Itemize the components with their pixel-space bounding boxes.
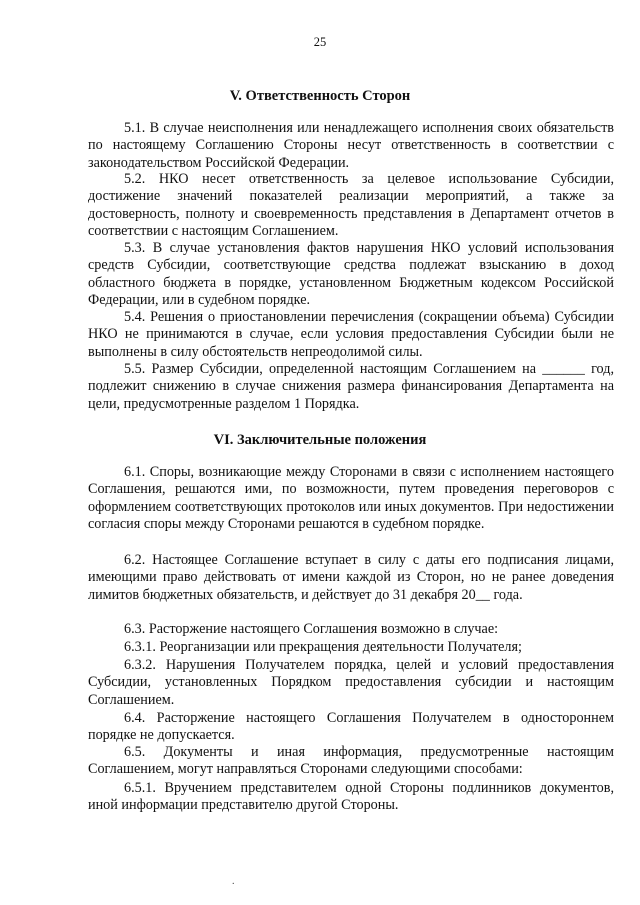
- paragraph-5-1: 5.1. В случае неисполнения или ненадлежащего исполнения своих обязательств по настоящему Соглашению Стороны несут ответственность в соответствии с законодательством Российской Федерации.: [88, 120, 614, 171]
- section-6-heading: VI. Заключительные положения: [213, 432, 427, 448]
- paragraph-5-2: 5.2. НКО несет ответственность за целевое использование Субсидии, достижение значений показателей реализации мероприятий, а также за достоверность, полноту и своевременность представления в Департамент отчетов в соответствии с настоящим Соглашением.: [88, 171, 614, 240]
- paragraph-6-2: 6.2. Настоящее Соглашение вступает в силу с даты его подписания лицами, имеющими право действовать от имени каждой из Сторон, но не ранее доведения лимитов бюджетных обязательств, и действует до 31 декабря 20__ года.: [88, 552, 614, 603]
- paragraph-6-3: 6.3. Расторжение настоящего Соглашения возможно в случае:: [124, 621, 499, 637]
- page-number: 25: [313, 35, 327, 49]
- paragraph-6-3-2: 6.3.2. Нарушения Получателем порядка, целей и условий предоставления Субсидии, установленных Порядком предоставления субсидии и настоящим Соглашением.: [88, 657, 614, 708]
- paragraph-5-3: 5.3. В случае установления фактов нарушения НКО условий использования средств Субсидии, соответствующие средства подлежат взысканию в доход областного бюджета в порядке, установленном Бюджетным кодексом Российской Федерации, или в судебном порядке.: [88, 240, 614, 309]
- paragraph-6-5-1: 6.5.1. Вручением представителем одной Стороны подлинников документов, иной информации представителю другой Стороны.: [88, 780, 614, 814]
- paragraph-5-5: 5.5. Размер Субсидии, определенной настоящим Соглашением на ______ год, подлежит снижению в случае снижения размера финансирования Департамента на цели, предусмотренные разделом 1 Порядка.: [88, 361, 614, 412]
- paragraph-6-4: 6.4. Расторжение настоящего Соглашения Получателем в одностороннем порядке не допускается.: [88, 710, 614, 744]
- section-5-heading: V. Ответственность Сторон: [229, 88, 411, 104]
- paragraph-6-5: 6.5. Документы и иная информация, предусмотренные настоящим Соглашением, могут направляться Сторонами следующими способами:: [88, 744, 614, 778]
- paragraph-6-3-1: 6.3.1. Реорганизации или прекращения деятельности Получателя;: [124, 639, 522, 655]
- paragraph-5-4: 5.4. Решения о приостановлении перечисления (сокращении объема) Субсидии НКО не принимаются в случае, если условия предоставления Субсидии были не выполнены в силу обстоятельств непреодолимой силы.: [88, 309, 614, 360]
- paragraph-6-1: 6.1. Споры, возникающие между Сторонами в связи с исполнением настоящего Соглашения, решаются ими, по возможности, путем проведения переговоров с оформлением соответствующих протоколов или иных документов. При недостижении согласия споры между Сторонами решаются в судебном порядке.: [88, 464, 614, 533]
- scan-dot-mark: .: [232, 876, 235, 887]
